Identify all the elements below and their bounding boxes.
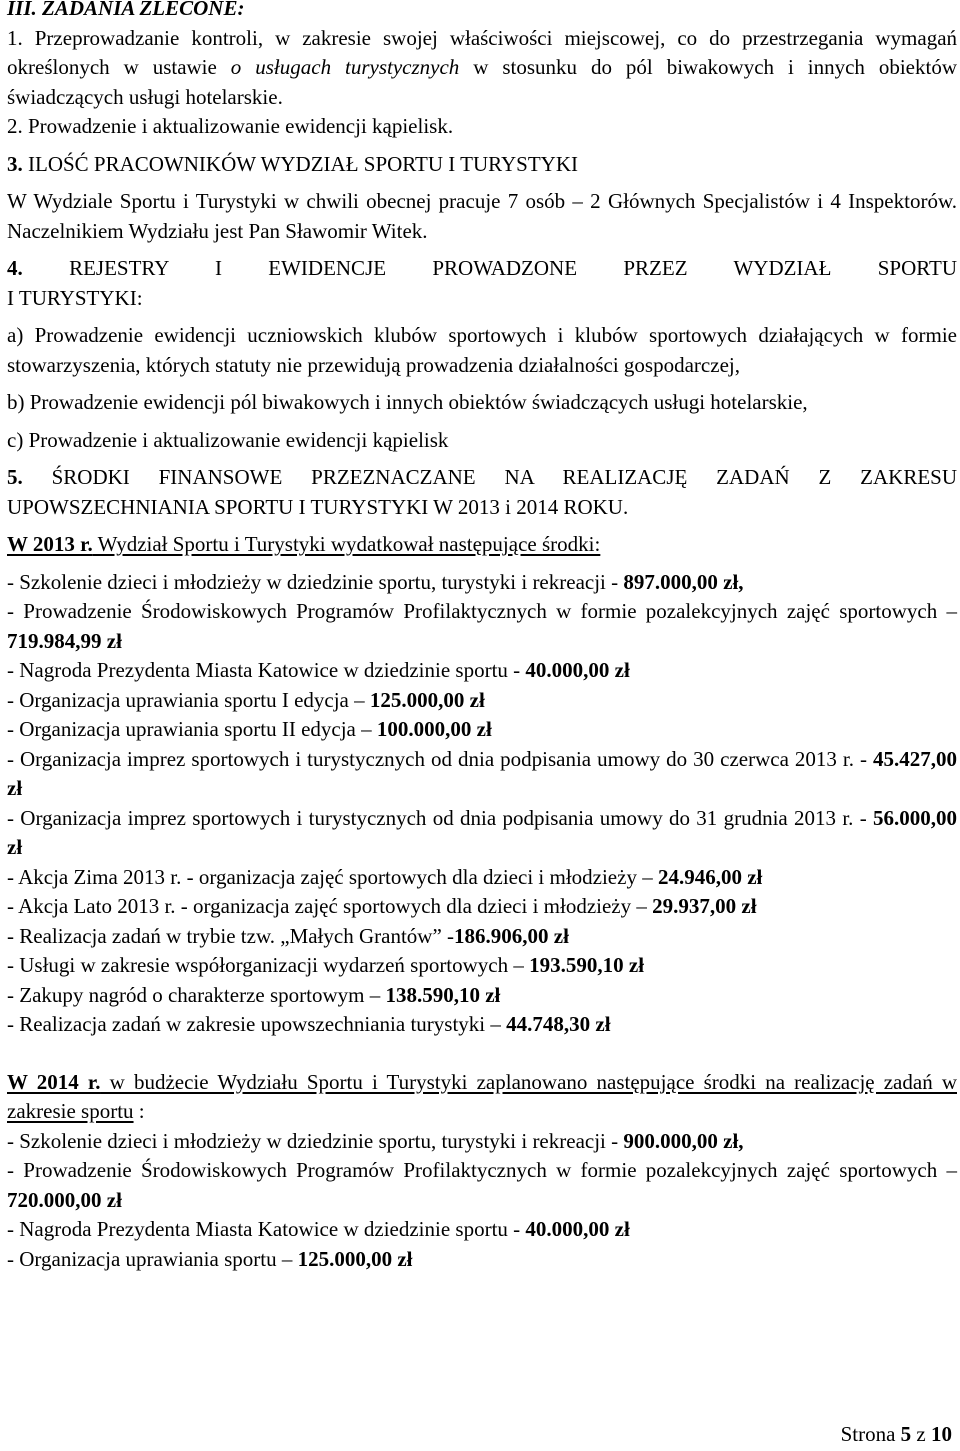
register-item-c: c) Prowadzenie i aktualizowanie ewidencji kąpielisk bbox=[7, 427, 449, 452]
list-item: - Zakupy nagród o charakterze sportowym – 138.590,10 zł bbox=[7, 982, 501, 1007]
list-item: - Organizacja uprawiania sportu II edycja – 100.000,00 zł bbox=[7, 717, 492, 741]
list-item: - Prowadzenie Środowiskowych Programów Profilaktycznych w formie pozalekcyjnych zajęć sportowych – 720.000,00 zł bbox=[7, 1158, 957, 1212]
staff-text: W Wydziale Sportu i Turystyki w chwili obecnej pracuje 7 osób – 2 Głównych Specjalistów i 4 Inspektorów. Naczelnikiem Wydziału jest Pan Sławomir Witek. bbox=[7, 189, 957, 243]
list-item: - Szkolenie dzieci i młodzieży w dziedzinie sportu, turystyki i rekreacji - 900.000,00 zł, bbox=[7, 1128, 744, 1153]
year-2013-intro: W 2013 r. Wydział Sportu i Turystyki wydatkował następujące środki: bbox=[7, 532, 601, 556]
task-2: 2. Prowadzenie i aktualizowanie ewidencji kąpielisk. bbox=[7, 114, 454, 138]
list-item: - Szkolenie dzieci i młodzieży w dziedzinie sportu, turystyki i rekreacji - 897.000,00 zł, bbox=[7, 569, 744, 594]
list-item: - Organizacja uprawiania sportu – 125.000,00 zł bbox=[7, 1246, 413, 1271]
list-item: - Prowadzenie Środowiskowych Programów Profilaktycznych w formie pozalekcyjnych zajęć sportowych – 719.984,99 zł bbox=[7, 599, 957, 653]
registers-heading-cont: I TURYSTYKI: bbox=[7, 285, 143, 310]
section-heading: III. ZADANIA ZLECONE: bbox=[7, 0, 245, 20]
list-item: - Realizacja zadań w trybie tzw. „Małych Grantów” -186.906,00 zł bbox=[7, 923, 569, 948]
document-page bbox=[7, 0, 957, 1274]
funds-heading: 5. ŚRODKI FINANSOWE PRZEZNACZANE NA REALIZACJĘ ZADAŃ Z ZAKRESU UPOWSZECHNIANIA SPORTU I TURYSTYKI W 2013 i 2014 ROKU. bbox=[7, 465, 958, 519]
registers-heading: 4. REJESTRY I EWIDENCJE PROWADZONE PRZEZ WYDZIAŁ SPORTU bbox=[7, 256, 957, 280]
register-item-b: b) Prowadzenie ewidencji pól biwakowych i innych obiektów świadczących usługi hotelarskie, bbox=[7, 390, 808, 414]
list-item: - Realizacja zadań w zakresie upowszechniania turystyki – 44.748,30 zł bbox=[7, 1012, 611, 1036]
page-number: Strona 5 z 10 bbox=[840, 1421, 952, 1446]
list-item: - Organizacja imprez sportowych i turystycznych od dnia podpisania umowy do 31 grudnia 2013 r. - 56.000,00 zł bbox=[7, 805, 957, 859]
list-item: - Akcja Lato 2013 r. - organizacja zajęć sportowych dla dzieci i młodzieży – 29.937,00 zł bbox=[7, 894, 757, 918]
staff-heading: 3. ILOŚĆ PRACOWNIKÓW WYDZIAŁ SPORTU I TURYSTYKI bbox=[7, 151, 578, 176]
list-item: - Akcja Zima 2013 r. - organizacja zajęć sportowych dla dzieci i młodzieży – 24.946,00 zł bbox=[7, 864, 763, 889]
list-item: - Usługi w zakresie współorganizacji wydarzeń sportowych – 193.590,10 zł bbox=[7, 953, 645, 977]
task-1: 1. Przeprowadzanie kontroli, w zakresie swojej właściwości miejscowej, co do przestrzegania wymagań określonych w ustawie o usługach turystycznych w stosunku do pól biwakowych i innych obiektów świadczących usługi hotelarskie. bbox=[7, 25, 958, 109]
year-2014-intro: W 2014 r. w budżecie Wydziału Sportu i Turystyki zaplanowano następujące środki na realizację zadań w zakresie sportu : bbox=[7, 1069, 957, 1123]
list-item: - Nagroda Prezydenta Miasta Katowice w dziedzinie sportu - 40.000,00 zł bbox=[7, 1217, 630, 1241]
year-2014-list bbox=[7, 1127, 957, 1275]
register-item-a: a) Prowadzenie ewidencji uczniowskich klubów sportowych i klubów sportowych działających w formie stowarzyszenia, których statuty nie przewidują prowadzenia działalności gospodarczej, bbox=[7, 323, 957, 377]
list-item: - Organizacja uprawiania sportu I edycja – 125.000,00 zł bbox=[7, 687, 485, 712]
list-item: - Organizacja imprez sportowych i turystycznych od dnia podpisania umowy do 30 czerwca 2013 r. - 45.427,00 zł bbox=[7, 746, 957, 800]
list-item: - Nagroda Prezydenta Miasta Katowice w dziedzinie sportu - 40.000,00 zł bbox=[7, 658, 630, 682]
year-2013-list bbox=[7, 568, 957, 1040]
